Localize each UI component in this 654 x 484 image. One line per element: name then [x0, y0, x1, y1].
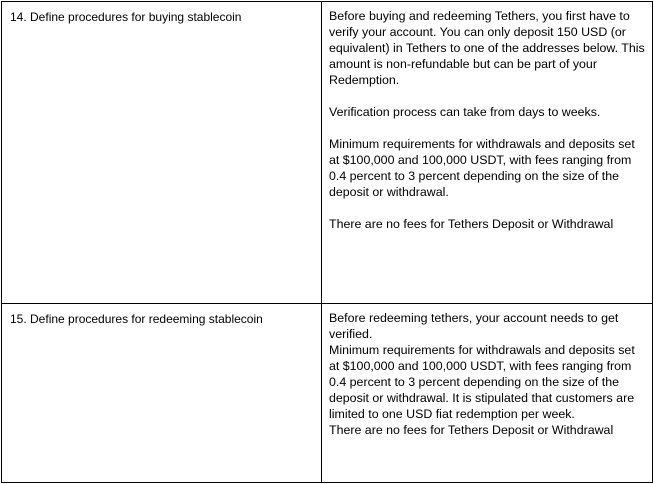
answer-paragraph: There are no fees for Tethers Deposit or Withdrawal — [329, 217, 614, 231]
answer-cell — [322, 2, 653, 304]
question-cell — [2, 2, 322, 304]
answer-paragraph: Minimum requirements for withdrawals and deposits set at $100,000 and 100,000 USDT, with fees ranging from 0.4 percent to 3 percent depending on the size of the deposit or withdrawal. — [329, 137, 635, 199]
answer-paragraph: Verification process can take from days to weeks. — [329, 105, 601, 119]
procedures-table — [1, 1, 653, 483]
answer-cell — [322, 304, 653, 483]
answer-text — [322, 2, 652, 232]
table-row — [2, 304, 653, 483]
question-text: 14. Define procedures for buying stablecoin — [10, 10, 242, 24]
answer-paragraph: Before redeeming tethers, your account needs to get verified. — [329, 311, 619, 341]
question-text: 15. Define procedures for redeeming stablecoin — [10, 312, 263, 326]
answer-paragraph: Before buying and redeeming Tethers, you first have to verify your account. You can only deposit 150 USD (or equivalent) in Tethers to one of the addresses below. This amount is non-refundable but can be part of your Redemption. — [329, 9, 645, 87]
answer-text — [322, 304, 652, 438]
answer-paragraph: Minimum requirements for withdrawals and deposits set at $100,000 and 100,000 USDT, with fees ranging from 0.4 percent to 3 percent depending on the size of the deposit or withdrawal. It is stipulated that customers are limited to one USD fiat redemption per week. — [329, 343, 635, 421]
question-cell — [2, 304, 322, 483]
table-row — [2, 2, 653, 304]
answer-paragraph: There are no fees for Tethers Deposit or Withdrawal — [329, 423, 614, 437]
